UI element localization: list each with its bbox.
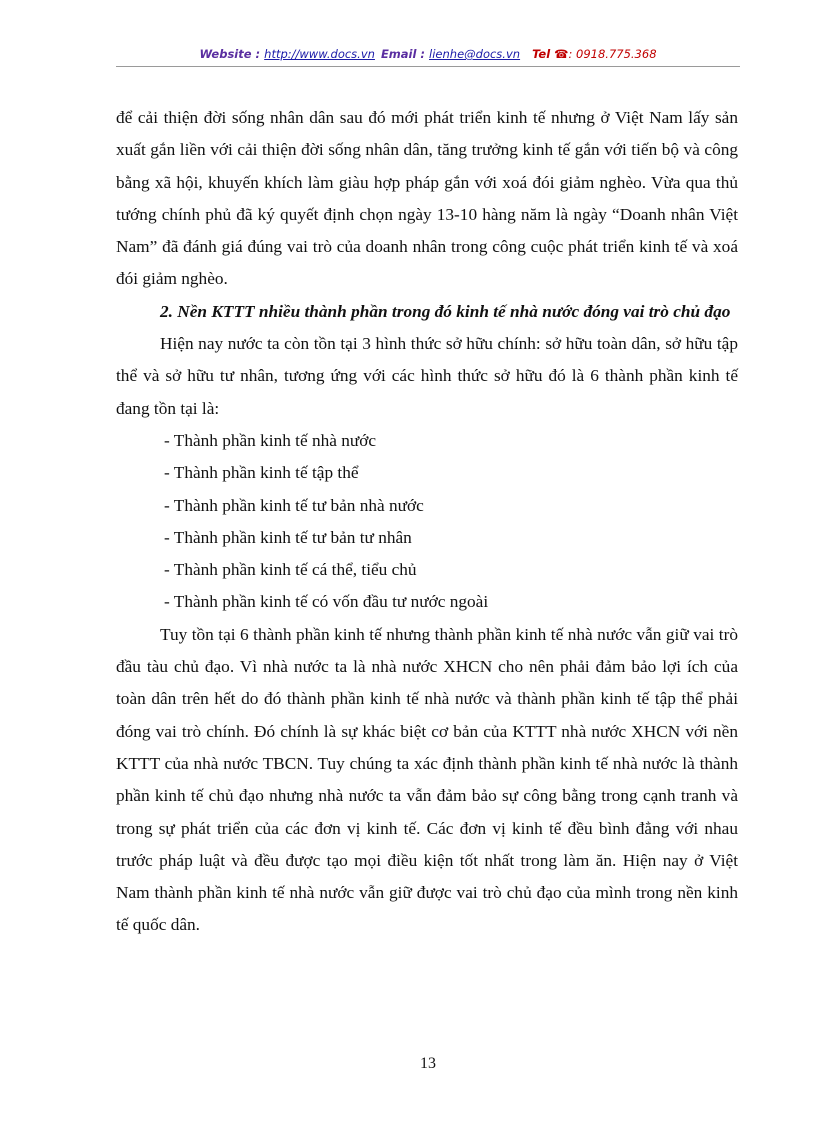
paragraph-intro: để cải thiện đời sống nhân dân sau đó mới phát triển kinh tế nhưng ở Việt Nam lấy sản xuất gắn liền với cải thiện đời sống nhân dân, tăng trưởng kinh tế gắn với tiến bộ và công bằng xã hội, khuyến khích làm giàu hợp pháp gắn với xoá đói giảm nghèo. Vừa qua thủ tướng chính phủ đã ký quyết định chọn ngày 13-10 hàng năm là ngày “Doanh nhân Việt Nam” đã đánh giá đúng vai trò của doanh nhân trong công cuộc phát triển kinh tế và xoá đói giảm nghèo. <box>116 108 738 289</box>
document-body <box>116 102 738 942</box>
list-item: - Thành phần kinh tế tư bản nhà nước <box>164 495 424 515</box>
paragraph-state-role: Tuy tồn tại 6 thành phần kinh tế nhưng thành phần kinh tế nhà nước vẫn giữ vai trò đầu tàu chủ đạo. Vì nhà nước ta là nhà nước XHCN cho nên phải đảm bảo lợi ích của toàn dân trên hết do đó thành phần kinh tế nhà nước và thành phần kinh tế tập thể phải đóng vai trò chính. Đó chính là sự khác biệt cơ bản của KTTT nhà nước XHCN với nền KTTT của nhà nước TBCN. Tuy chúng ta xác định thành phần kinh tế nhà nước là thành phần kinh tế chủ đạo nhưng nhà nước ta vẫn đảm bảo sự công bằng trong cạnh tranh và trong sự phát triển của các đơn vị kinh tế. Các đơn vị kinh tế đều bình đẳng với nhau trước pháp luật và đều được tạo mọi điều kiện tốt nhất trong làm ăn. Hiện nay ở Việt Nam thành phần kinh tế nhà nước vẫn giữ được vai trò chủ đạo của mình trong nền kinh tế quốc dân. <box>116 624 738 935</box>
page-number: 13 <box>420 1055 436 1072</box>
list-item: - Thành phần kinh tế nhà nước <box>164 430 377 450</box>
list-item: - Thành phần kinh tế có vốn đầu tư nước ngoài <box>164 592 489 612</box>
list-item: - Thành phần kinh tế tư bản tư nhân <box>164 527 412 547</box>
email-label: Email <box>380 47 417 61</box>
header-divider <box>116 66 740 67</box>
tel-number: 0918.775.368 <box>576 47 657 61</box>
website-link[interactable]: http://www.docs.vn <box>264 47 375 61</box>
list-item: - Thành phần kinh tế cá thể, tiểu chủ <box>164 560 417 580</box>
page-header: Website : http://www.docs.vn Email : lienhe@docs.vn Tel ☎: 0918.775.368 <box>199 47 657 61</box>
paragraph-ownership-forms: Hiện nay nước ta còn tồn tại 3 hình thức sở hữu chính: sở hữu toàn dân, sở hữu tập thể và sở hữu tư nhân, tương ứng với các hình thức sở hữu đó là 6 thành phần kinh tế đang tồn tại là: <box>116 334 738 418</box>
email-link[interactable]: lienhe@docs.vn <box>429 47 521 61</box>
website-label: Website <box>199 47 252 61</box>
list-item: - Thành phần kinh tế tập thể <box>164 463 359 483</box>
section-heading: 2. Nền KTTT nhiều thành phần trong đó kinh tế nhà nước đóng vai trò chủ đạo <box>160 301 731 321</box>
tel-label: Tel ☎ <box>532 47 569 61</box>
